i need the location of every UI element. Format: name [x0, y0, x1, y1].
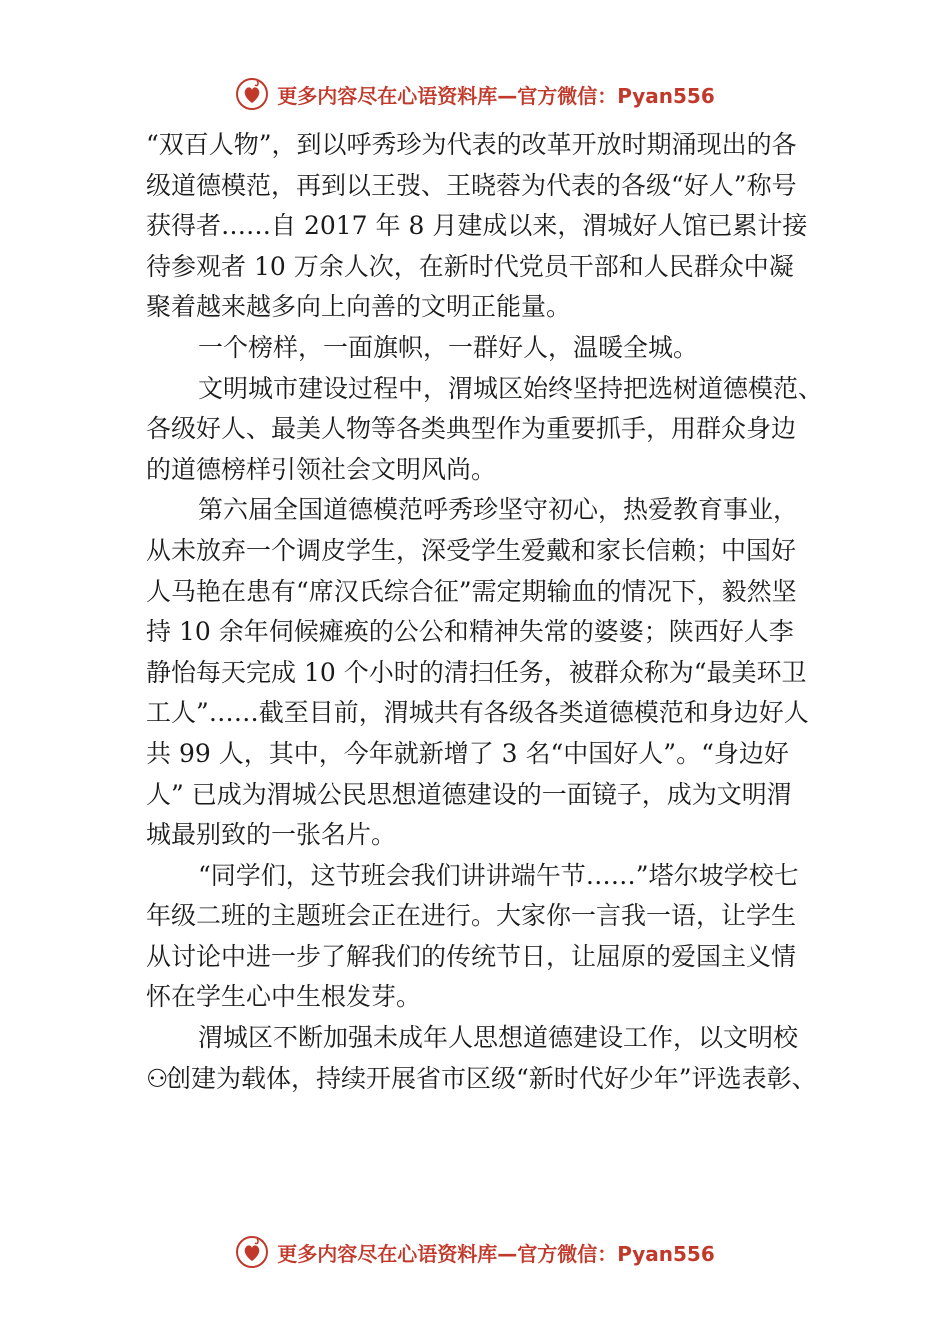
text-line: 获得者……自 2017 年 8 月建成以来，渭城好人馆已累计接 [146, 211, 808, 241]
text-line: 聚着越来越多向上向善的文明正能量。 [146, 292, 572, 322]
header-banner [0, 74, 950, 114]
text-line: 文明城市建设过程中，渭城区始终坚持把选树道德模范、 [198, 373, 824, 403]
text-line: 渭城区不断加强未成年人思想道德建设工作，以文明校 [198, 1023, 799, 1053]
text-line: “同学们，这节班会我们讲讲端午节……”塔尔坡学校七 [198, 860, 799, 890]
footer-banner [0, 1232, 950, 1272]
text-line: 待参观者 10 万余人次，在新时代党员干部和人民群众中凝 [146, 251, 794, 281]
text-line: 人马艳在患有“席汉氏综合征”需定期输血的情况下，毅然坚 [146, 576, 797, 606]
text-line: 从讨论中进一步了解我们的传统节日，让屈原的爱国主义情 [146, 941, 797, 971]
text-line: 持 10 余年伺候瘫痪的公公和精神失常的婆婆；陕西好人李 [146, 617, 794, 647]
text-line: “双百人物”，到以呼秀珍为代表的改革开放时期涌现出的各 [146, 130, 797, 159]
text-line: 的道德榜样引领社会文明风尚。 [146, 454, 497, 484]
text-line: 第六届全国道德模范呼秀珍坚守初心，热爱教育事业， [198, 495, 799, 525]
document-body [146, 125, 824, 1099]
text-line: 城最别致的一张名片。 [146, 820, 397, 850]
banner-text: 更多内容尽在心语资料库—官方微信：Pyan556 [277, 1241, 715, 1266]
text-line: 一个榜样，一面旗帜，一群好人，温暖全城。 [198, 332, 699, 362]
text-line: 怀在学生心中生根发芽。 [146, 982, 422, 1012]
heart-flame-logo-icon [235, 1235, 269, 1269]
text-line: 从未放弃一个调皮学生，深受学生爱戴和家长信赖；中国好 [146, 535, 797, 565]
text-line: 静怡每天完成 10 个小时的清扫任务，被群众称为“最美环卫 [146, 657, 807, 687]
text-line: 共 99 人，其中，今年就新增了 3 名“中国好人”。“身边好 [146, 738, 789, 768]
heart-flame-logo-icon [235, 77, 269, 111]
text-line-content: 创建为载体，持续开展省市区级“新时代好少年”评选表彰、 [166, 1063, 817, 1093]
text-line: 年级二班的主题班会正在进行。大家你一言我一语，让学生 [146, 901, 797, 931]
text-line: 人” 已成为渭城公民思想道德建设的一面镜子，成为文明渭 [146, 779, 792, 809]
text-line: 各级好人、最美人物等各类典型作为重要抓手，用群众身边 [146, 414, 797, 444]
banner-text: 更多内容尽在心语资料库—官方微信：Pyan556 [277, 83, 715, 108]
scribble-glyph-icon: ⚇ [146, 1063, 169, 1093]
text-line: 工人”……截至目前，渭城共有各级各类道德模范和身边好人 [146, 698, 809, 728]
text-line: 级道德模范，再到以王弢、王晓蓉为代表的各级“好人”称号 [146, 170, 797, 200]
text-line-with-glyph [146, 1059, 816, 1100]
